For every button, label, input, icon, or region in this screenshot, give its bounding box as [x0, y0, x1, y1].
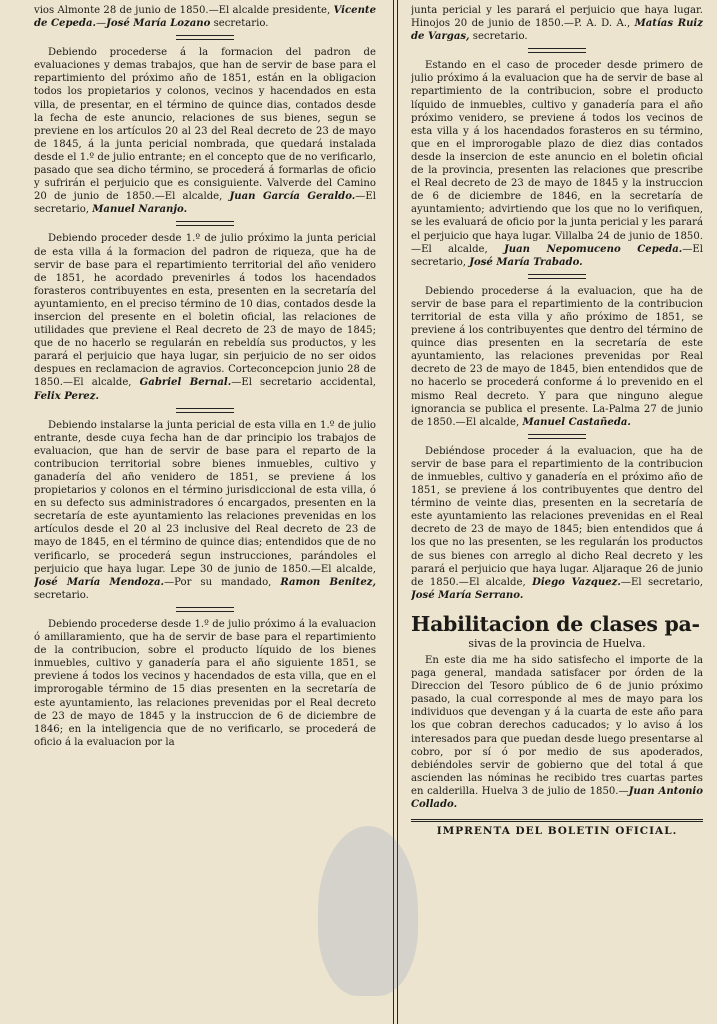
left-column [34, 4, 376, 1006]
notice-aljaraque: Debiéndose proceder á la evaluacion, que ha de servir de base para el repartimiento de la contribucion de inmuebles, cultivo y ganadería en el próximo año de 1851, se previene á los contribuyentes que dentro del término de veinte dias, presenten en la secretaría de este ayuntamiento las relaciones prevenidas en el Real decreto de 23 de mayo de 1845; bien entendidos que á los que no las presenten, se les regularán los productos de sus bienes con arreglo al dicho Real decreto y les parará el perjuicio que haya lugar. Aljaraque 26 de junio de 1850.—El alcalde, Diego Vazquez.—El secretario, José María Serrano. [411, 445, 703, 601]
notice-valverde: Debiendo procederse á la formacion del padron de evaluaciones y demas trabajos, que han de servir de base para el repartimiento del próximo año de 1851, están en la obligacion todos los propietarios y colonos, vecinos y hacendados en esta villa, de presentar, en el término de quince dias, contados desde la fecha de este anuncio, relaciones de sus bienes, segun se previene en los artículos 20 al 23 del Real decreto de 23 de mayo de 1845, á la junta pericial nombrada, que quedará instalada desde el 1.º de julio entrante; en el concepto que de no verificarlo, pasado que sea dicho término, se procederá á formarlas de oficio y sufrirán el perjuicio que es consiguiente. Valverde del Camino 20 de junio de 1850.—El alcalde, Juan García Geraldo.—El secretario, Manuel Naranjo. [34, 47, 376, 216]
right-column [411, 4, 703, 1006]
notice-hinojos-start: Debiendo procederse desde 1.º de julio próximo á la evaluacion ó amillaramiento, que ha de servir de base para el repartimiento de la contribucion, sobre el producto líquido de los bienes inmuebles, cultivo y ganadería para el año siguiente 1851, se previene á todos los vecinos y hacendados de esta villa, que en el improrogable término de 15 dias presenten en la secretaría de este ayuntamiento, las relaciones prevenidas por el Real decreto de 23 de mayo de 1845 y la instruccion de 6 de diciembre de 1846; en la inteligencia que de no verificarlo, se procederá de oficio á la evaluacion por la [34, 618, 376, 748]
section-subtitle: sivas de la provincia de Huelva. [468, 636, 646, 650]
imprint-line: IMPRENTA DEL BOLETIN OFICIAL. [411, 819, 703, 838]
separator [176, 408, 234, 413]
notice-hinojos-end: junta pericial y les parará el perjuicio que haya lugar. Hinojos 20 de junio de 1850.—P. A. D. A., Matías Ruiz de Vargas, secretario. [411, 5, 703, 43]
section-title: Habilitacion de clases pa- [411, 611, 700, 636]
column-divider [393, 0, 394, 1024]
notice-la-palma: Debiendo procederse á la evaluacion, que ha de servir de base para el repartimiento de la contribucion territorial de esta villa y año próximo de 1851, se previene á los contribuyentes que dentro del término de quince dias presenten en la secretaría de este ayuntamiento, las relaciones prevenidas por Real decreto de 23 de mayo de 1845, bien entendidos que de no hacerlo se procederá conforme á lo prevenido en el mismo Real decreto. Y para que ninguno alegue ignorancia se publica el presente. La-Palma 27 de junio de 1850.—El alcalde, Manuel Castañeda. [411, 285, 703, 428]
column-divider-inner [397, 0, 398, 1024]
notice-almonte-end: vios Almonte 28 de junio de 1850.—El alcalde presidente, Vicente de Cepeda.—José María Lozano secretario. [34, 5, 376, 30]
notice-corteconcepcion: Debiendo proceder desde 1.º de julio próximo la junta pericial de esta villa á la formacion del padron de riqueza, que ha de servir de base para el repartimiento territorial del año venidero de 1851, he acordado prevenirles á todos los hacendados forasteros contribuyentes en esta, presenten en la secretaría del ayuntamiento, en el preciso término de 10 dias, contados desde la insercion del presente en el boletin oficial, las relaciones de utilidades que previene el Real decreto de 23 de mayo de 1845; que de no hacerlo se regularán en rebeldía sus productos, y les parará el perjuicio que haya lugar, sin perjuicio de no ser oidos despues en reclamacion de agravios. Corteconcepcion junio 28 de 1850.—El alcalde, Gabriel Bernal.—El secretario accidental, Felix Perez. [34, 233, 376, 402]
separator [528, 434, 586, 439]
separator [176, 221, 234, 226]
separator [176, 35, 234, 40]
notice-lepe: Debiendo instalarse la junta pericial de esta villa en 1.º de julio entrante, desde cuya fecha han de dar principio los trabajos de evaluacion, que han de servir de base para el reparto de la contribucion territorial sobre bienes inmuebles, cultivo y ganadería del año venidero de 1851, se previene á los propietarios y colonos en el término jurisdiccional de esta villa, ó en su defecto sus administradores ó encargados, presenten en la secretaría de este ayuntamiento las relaciones prevenidas en los artículos desde el 20 al 23 inclusive del Real decreto de 23 de mayo de 1845, en el término de quince dias; entendidos que de no verificarlo, se procederá segun instrucciones, parándoles el perjuicio que haya lugar. Lepe 30 de junio de 1850.—El alcalde, José María Mendoza.—Por su mandado, Ramon Benitez, secretario. [34, 419, 376, 601]
notice-huelva: En este dia me ha sido satisfecho el importe de la paga general, mandada satisfacer por órden de la Direccion del Tesoro público de 6 de junio próximo pasado, la cual corresponde al mes de mayo para los individuos que devengan y á la cuarta de este año para los que cobran derechos caducados; y lo aviso á los interesados para que puedan desde luego presentarse al cobro, por sí ó por medio de sus apoderados, debiéndoles servir de gobierno que del total á que ascienden las nóminas he recibido tres cuartas partes en calderilla. Huelva 3 de julio de 1850.—Juan Antonio Collado. [411, 654, 703, 810]
separator [528, 274, 586, 279]
notice-villalba: Estando en el caso de proceder desde primero de julio próximo á la evaluacion que ha de servir de base al repartimiento de la contribucion, sobre el producto líquido de inmuebles, cultivo y ganadería para el año próximo venidero, se previene á todos los vecinos de esta villa y á los hacendados forasteros en su término, que en el improrogable plazo de diez dias contados desde la insercion de este anuncio en el boletin oficial de la provincia, presenten las relaciones que prescribe el Real decreto de 23 de mayo de 1845 y la instruccion de 6 de diciembre de 1846, en la secretaría de ayuntamiento; advirtiendo que los que no lo verifiquen, se les evaluará de oficio por la junta pericial y les parará el perjuicio que haya lugar. Villalba 24 de junio de 1850.—El alcalde, Juan Nepomuceno Cepeda.—El secretario, José María Trabado. [411, 60, 703, 268]
separator [528, 48, 586, 53]
separator [176, 607, 234, 612]
